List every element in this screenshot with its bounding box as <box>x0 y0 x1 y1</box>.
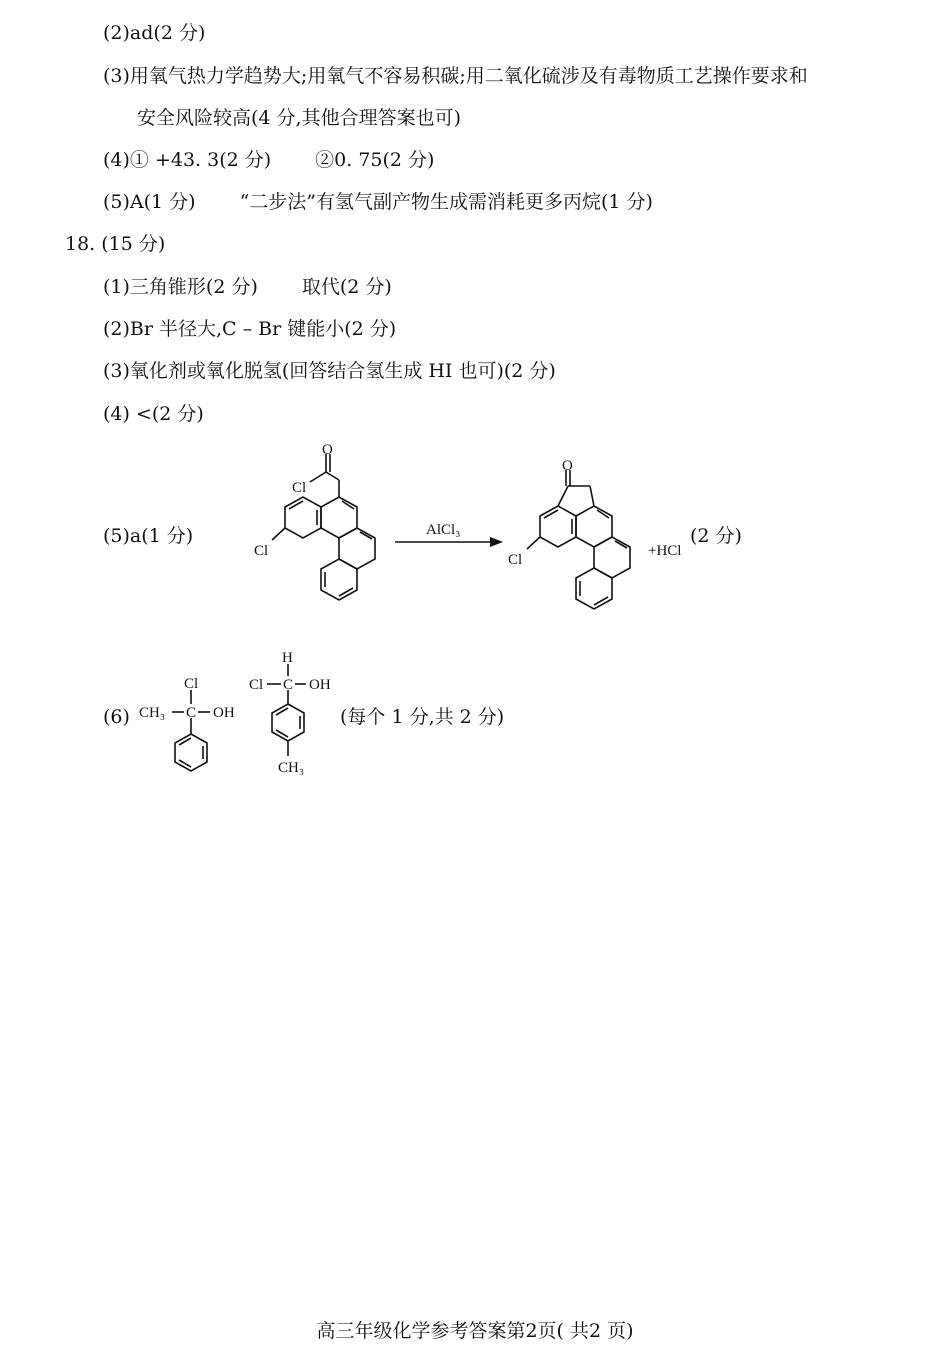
q17-part5 <box>103 189 653 215</box>
q17-part3-line2: 安全风险较高(4 分,其他合理答案也可) <box>137 107 461 129</box>
q17-part4-b: ②0. 75(2 分) <box>315 149 435 171</box>
q17-part5-b: “二步法”有氢气副产物生成需消耗更多丙烷(1 分) <box>239 191 653 213</box>
q18-part1-a: (1)三角锥形(2 分) <box>103 276 258 298</box>
reaction-arrowhead <box>490 537 503 547</box>
page-footer: 高三年级化学参考答案第2页( 共2 页) <box>316 1320 634 1342</box>
mol1-methyl: CH₃ <box>139 705 166 721</box>
mol2-carbon: C <box>283 677 294 693</box>
q18-part2: (2)Br 半径大,C – Br 键能小(2 分) <box>103 318 397 340</box>
q17-part4-a: (4)① +43. 3(2 分) <box>103 149 272 171</box>
mol2-hydrogen: H <box>282 650 293 666</box>
mol2-hydroxyl: OH <box>309 677 331 693</box>
mol2-chlorine: Cl <box>249 677 264 693</box>
mol2-methyl: CH₃ <box>278 760 305 776</box>
q17-part4 <box>103 147 434 173</box>
q18-part6-label: (6) <box>103 706 130 728</box>
reaction-scheme <box>250 440 690 620</box>
mol1-carbon: C <box>186 705 197 721</box>
q18-part1-b: 取代(2 分) <box>301 276 392 298</box>
q18-part3: (3)氧化剂或氧化脱氢(回答结合氢生成 HI 也可)(2 分) <box>103 360 556 382</box>
molecule-1 <box>172 690 210 771</box>
reaction-byproduct: +HCl <box>648 543 682 559</box>
q17-part5-a: (5)A(1 分) <box>103 191 196 213</box>
product-structure <box>527 470 630 609</box>
reactant-structure <box>272 454 375 600</box>
mol1-hydroxyl: OH <box>213 705 235 721</box>
reaction-reagent: AlCl₃ <box>426 522 461 538</box>
q18-part1 <box>103 274 392 300</box>
q18-part5-score: (2 分) <box>690 525 742 547</box>
reactant-acyl-chloride: Cl <box>292 480 307 496</box>
q18-heading: 18. (15 分) <box>65 233 166 255</box>
q18-part4: (4) <(2 分) <box>103 403 204 425</box>
product-aryl-chloride: Cl <box>508 552 523 568</box>
q17-part2: (2)ad(2 分) <box>103 22 206 44</box>
reactant-oxygen: O <box>322 442 333 458</box>
mol1-chlorine: Cl <box>184 676 199 692</box>
part6-structures <box>136 648 346 788</box>
product-oxygen: O <box>562 458 573 474</box>
reactant-aryl-chloride: Cl <box>254 543 269 559</box>
q17-part3-line1: (3)用氧气热力学趋势大;用氧气不容易积碳;用二氧化硫涉及有毒物质工艺操作要求和 <box>103 65 808 87</box>
q18-part6-score: (每个 1 分,共 2 分) <box>340 706 505 728</box>
q18-part5-label: (5)a(1 分) <box>103 525 194 547</box>
